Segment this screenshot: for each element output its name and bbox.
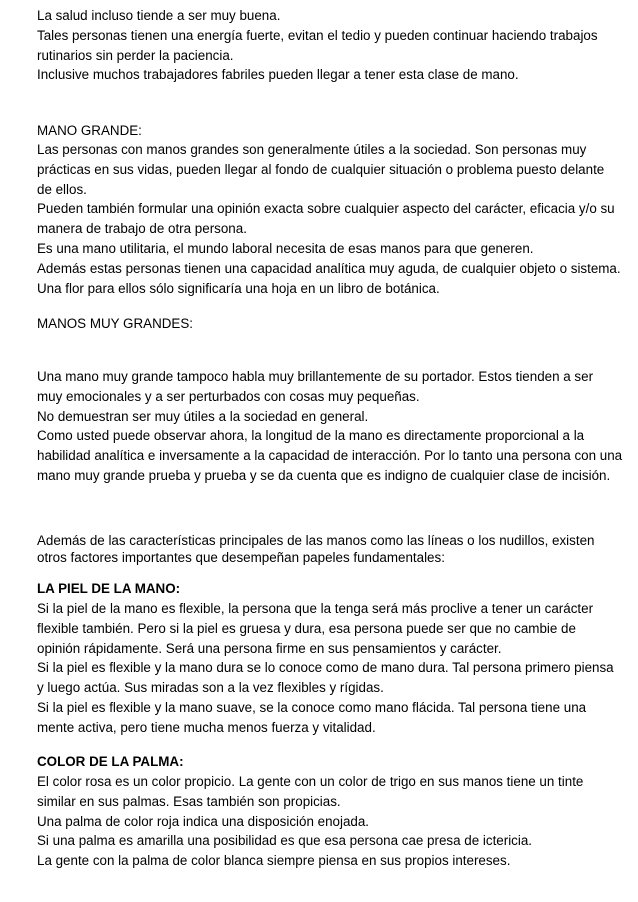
text-line: otros factores importantes que desempeñan papeles fundamentales: bbox=[37, 549, 445, 565]
paragraph-manos-muy-grandes bbox=[37, 367, 623, 486]
text-line: habilidad analítica e inversamente a la capacidad de interacción. Por lo tanto una persona con una bbox=[37, 448, 623, 464]
text-line: Si la piel de la mano es flexible, la persona que la tenga será más proclive a tener un carácter bbox=[37, 601, 594, 616]
text-line: opinión rápidamente. Será una persona firme en sus pensamientos y carácter. bbox=[37, 640, 502, 656]
text-line: La salud incluso tiende a ser muy buena. bbox=[37, 8, 281, 23]
text-line: prácticas en sus vidas, pueden llegar al fondo de cualquier situación o problema puesto delante bbox=[37, 161, 605, 177]
text-line: No demuestran ser muy útiles a la sociedad en general. bbox=[37, 408, 369, 424]
text-line: Inclusive muchos trabajadores fabriles pueden llegar a tener esta clase de mano. bbox=[37, 67, 519, 83]
paragraph-mano-grande bbox=[37, 140, 621, 298]
text-line: muy emocionales y a ser perturbados con cosas muy pequeñas. bbox=[37, 388, 420, 404]
text-line: y luego actúa. Sus miradas son a la vez flexibles y rígidas. bbox=[37, 680, 384, 696]
text-line: Además de las características principales de las manos como las líneas o los nudillos, existen bbox=[37, 533, 595, 548]
text-line: Como usted puede observar ahora, la longitud de la mano es directamente proporcional a la bbox=[37, 428, 585, 444]
text-line: Tales personas tienen una energía fuerte, evitan el tedio y pueden continuar haciendo trabajos bbox=[37, 27, 598, 43]
section-heading-mano-grande: MANO GRANDE: bbox=[37, 123, 142, 138]
text-line: de ellos. bbox=[37, 181, 87, 197]
text-line: La gente con la palma de color blanca siempre piensa en sus propios intereses. bbox=[37, 853, 511, 869]
paragraph-piel bbox=[37, 599, 614, 738]
text-line: mente activa, pero tiene mucha menos fuerza y vitalidad. bbox=[37, 719, 376, 735]
text-line: Una mano muy grande tampoco habla muy brillantemente de su portador. Estos tienden a ser bbox=[37, 369, 594, 384]
text-line: El color rosa es un color propicio. La gente con un color de trigo en sus manos tiene un tinte bbox=[37, 774, 584, 789]
text-line: Si la piel es flexible y la mano suave, se la conoce como mano flácida. Tal persona tiene una bbox=[37, 699, 587, 715]
section-mano-grande bbox=[37, 121, 607, 141]
text-line: Una palma de color roja indica una disposición enojada. bbox=[37, 813, 370, 829]
paragraph-salud bbox=[37, 6, 607, 85]
section-manos-muy-grandes bbox=[37, 314, 607, 334]
text-line: Es una mano utilitaria, el mundo laboral necesita de esas manos para que generen. bbox=[37, 240, 534, 256]
text-line: Una flor para ellos sólo significaría una hoja en un libro de botánica. bbox=[37, 280, 440, 296]
section-piel bbox=[37, 579, 607, 599]
paragraph-color bbox=[37, 772, 607, 871]
text-line: Pueden también formular una opinión exacta sobre cualquier aspecto del carácter, eficacia y/o su bbox=[37, 201, 615, 217]
paragraph-factores bbox=[37, 533, 607, 566]
text-line: similar en sus palmas. Esas también son propicias. bbox=[37, 793, 341, 809]
text-line: flexible también. Pero si la piel es gruesa y dura, esa persona puede ser que no cambie de bbox=[37, 620, 576, 636]
text-line: Si la piel es flexible y la mano dura se lo conoce como de mano dura. Tal persona primero piensa bbox=[37, 660, 614, 676]
text-line: rutinarios sin perder la paciencia. bbox=[37, 47, 234, 63]
text-line: Las personas con manos grandes son generalmente útiles a la sociedad. Son personas muy bbox=[37, 142, 587, 157]
section-heading-color: COLOR DE LA PALMA: bbox=[37, 754, 184, 769]
section-heading-piel: LA PIEL DE LA MANO: bbox=[37, 581, 181, 596]
section-color bbox=[37, 752, 607, 772]
text-line: manera de trabajo de otra persona. bbox=[37, 221, 247, 237]
text-line: mano muy grande prueba y prueba y se da cuenta que es indigno de cualquier clase de incisión. bbox=[37, 467, 611, 483]
section-heading-manos-muy-grandes: MANOS MUY GRANDES: bbox=[37, 316, 193, 331]
text-line: Además estas personas tienen una capacidad analítica muy aguda, de cualquier objeto o sistema. bbox=[37, 260, 621, 276]
text-line: Si una palma es amarilla una posibilidad es que esa persona cae presa de ictericia. bbox=[37, 833, 533, 849]
